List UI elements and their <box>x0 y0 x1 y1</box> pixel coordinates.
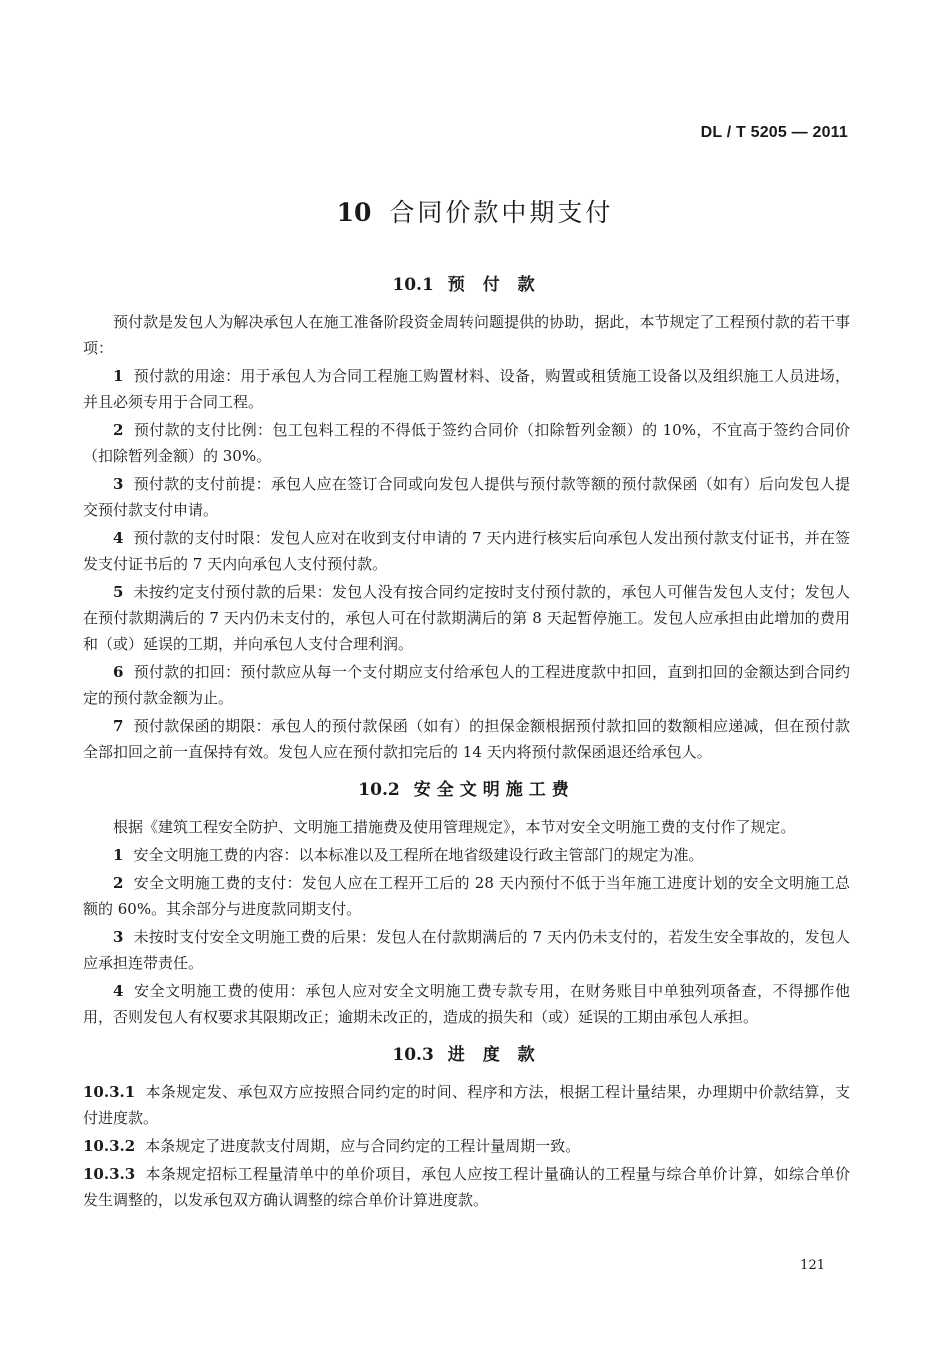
item-number: 4 <box>113 982 124 1000</box>
section-intro: 根据《建筑工程安全防护、文明施工措施费及使用管理规定》，本节对安全文明施工费的支付作了规定。 <box>113 818 796 836</box>
section-title-text: 预 付 款 <box>447 275 541 295</box>
page-number: 121 <box>800 1258 825 1273</box>
item-text: 预付款的支付前提：承包人应在签订合同或向发包人提供与预付款等额的预付款保函（如有）后向发包人提交预付款支付申请。 <box>83 475 850 519</box>
item-text: 安全文明施工费的支付：发包人应在工程开工后的 28 天内预付不低于当年施工进度计划的安全文明施工总额的 60%。其余部分与进度款同期支付。 <box>83 874 850 918</box>
section-title-10-3 <box>83 1040 850 1070</box>
chapter-title-text: 合同价款中期支付 <box>389 198 614 227</box>
item-number: 1 <box>113 367 124 385</box>
item-number: 1 <box>113 846 124 864</box>
section-title-text: 进 度 款 <box>447 1045 541 1065</box>
list-item <box>83 978 850 1030</box>
chapter-number: 10 <box>336 198 372 227</box>
list-item <box>83 471 850 523</box>
item-number: 6 <box>113 663 124 681</box>
item-text: 预付款的扣回：预付款应从每一个支付期应支付给承包人的工程进度款中扣回，直到扣回的金额达到合同约定的预付款金额为止。 <box>83 663 850 707</box>
item-number: 3 <box>113 928 124 946</box>
section-number: 10.1 <box>392 275 434 295</box>
list-item <box>83 713 850 765</box>
item-text: 安全文明施工费的使用：承包人应对安全文明施工费专款专用，在财务账目中单独列项备查，不得挪作他用，否则发包人有权要求其限期改正；逾期未改正的，造成的损失和（或）延误的工期由承包人承担。 <box>83 982 850 1026</box>
chapter-title <box>0 193 950 229</box>
list-item <box>83 363 850 415</box>
clause-item <box>83 1133 850 1159</box>
list-item <box>83 417 850 469</box>
item-text: 未按时支付安全文明施工费的后果：发包人在付款期满后的 7 天内仍未支付的，若发生安全事故的，发包人应承担连带责任。 <box>83 928 850 972</box>
item-number: 7 <box>113 717 124 735</box>
item-text: 预付款保函的期限：承包人的预付款保函（如有）的担保金额根据预付款扣回的数额相应递减，但在预付款全部扣回之前一直保持有效。发包人应在预付款扣完后的 14 天内将预付款保函退还给承包人。 <box>83 717 850 761</box>
section-title-10-2 <box>83 775 850 805</box>
section-number: 10.2 <box>358 780 400 800</box>
clause-number: 10.3.3 <box>83 1165 136 1183</box>
item-text: 未按约定支付预付款的后果：发包人没有按合同约定按时支付预付款的，承包人可催告发包人支付；发包人在预付款期满后的 7 天内仍未支付的，承包人可在付款期满后的第 8 天起暂停施工。发包人应承担由此增加的费用和（或）延误的工期，并向承包人支付合理利润。 <box>83 583 850 653</box>
clause-text: 本条规定发、承包双方应按照合同约定的时间、程序和方法，根据工程计量结果，办理期中价款结算，支付进度款。 <box>83 1083 850 1127</box>
document-body <box>83 270 850 1215</box>
list-item <box>83 842 850 868</box>
item-number: 4 <box>113 529 124 547</box>
clause-text: 本条规定招标工程量清单中的单价项目，承包人应按工程计量确认的工程量与综合单价计算，如综合单价发生调整的，以发承包双方确认调整的综合单价计算进度款。 <box>83 1165 850 1209</box>
clause-text: 本条规定了进度款支付周期，应与合同约定的工程计量周期一致。 <box>145 1137 581 1155</box>
list-item <box>83 579 850 657</box>
item-text: 安全文明施工费的内容：以本标准以及工程所在地省级建设行政主管部门的规定为准。 <box>133 846 704 864</box>
section-intro: 预付款是发包人为解决承包人在施工准备阶段资金周转问题提供的协助，据此，本节规定了工程预付款的若干事项： <box>83 313 850 357</box>
item-text: 预付款的支付比例：包工包料工程的不得低于签约合同价（扣除暂列金额）的 10%，不宜高于签约合同价（扣除暂列金额）的 30%。 <box>83 421 850 465</box>
list-item <box>83 659 850 711</box>
section-title-text: 安全文明施工费 <box>413 780 575 800</box>
clause-number: 10.3.2 <box>83 1137 136 1155</box>
list-item <box>83 525 850 577</box>
item-text: 预付款的用途：用于承包人为合同工程施工购置材料、设备，购置或租赁施工设备以及组织施工人员进场，并且必须专用于合同工程。 <box>83 367 850 411</box>
clause-item <box>83 1161 850 1213</box>
item-number: 5 <box>113 583 124 601</box>
item-number: 3 <box>113 475 124 493</box>
item-number: 2 <box>113 421 124 439</box>
list-item <box>83 870 850 922</box>
section-number: 10.3 <box>392 1045 434 1065</box>
item-text: 预付款的支付时限：发包人应对在收到支付申请的 7 天内进行核实后向承包人发出预付款支付证书，并在签发支付证书后的 7 天内向承包人支付预付款。 <box>83 529 850 573</box>
standard-code: DL / T 5205 — 2011 <box>700 124 848 141</box>
list-item <box>83 924 850 976</box>
item-number: 2 <box>113 874 124 892</box>
clause-item <box>83 1079 850 1131</box>
clause-number: 10.3.1 <box>83 1083 136 1101</box>
section-title-10-1 <box>83 270 850 300</box>
